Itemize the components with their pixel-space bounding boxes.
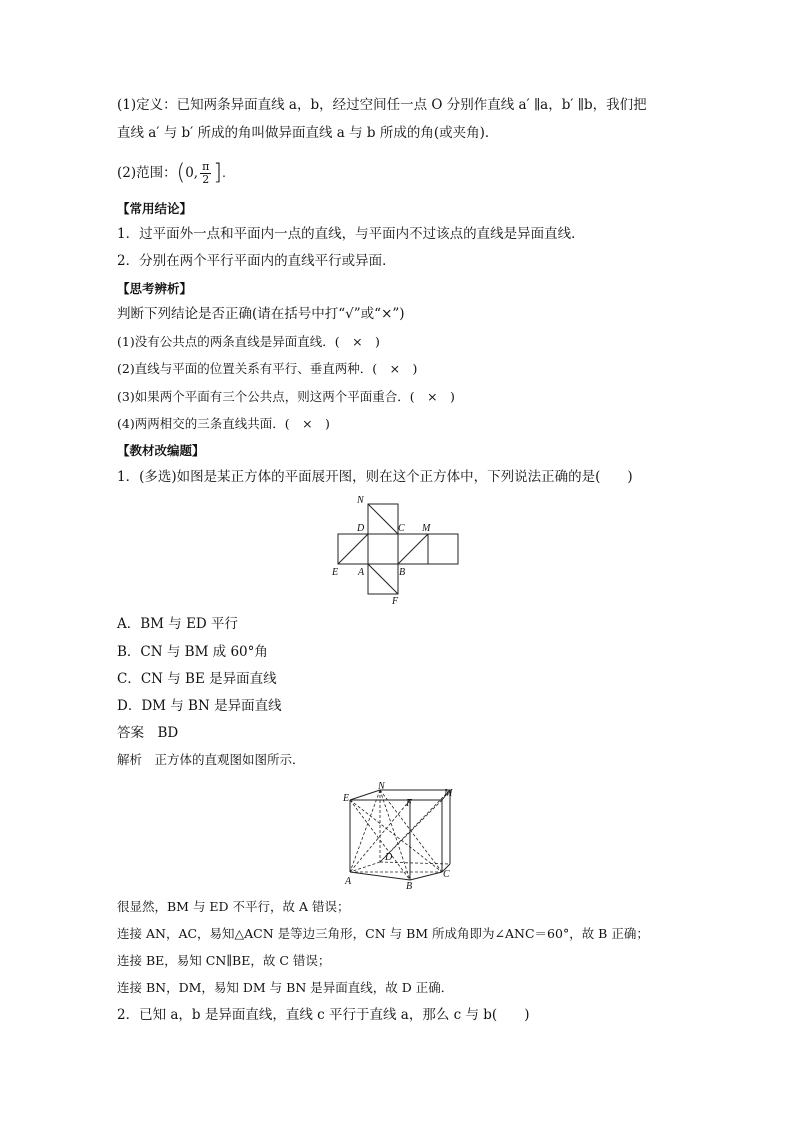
cube-label-M: M [444, 788, 453, 799]
cube-label-A: A [345, 876, 352, 887]
net-label-B: B [399, 567, 406, 578]
range-open-bracket: ( [176, 160, 186, 186]
range-zero: 0, [185, 165, 199, 181]
answer-line: 答案 BD [117, 725, 179, 741]
question-2: 2．已知 a，b 是异面直线，直线 c 平行于直线 a，那么 c 与 b( ) [117, 1007, 530, 1023]
definition-line-2: 直线 a′ 与 b′ 所成的角叫做异面直线 a 与 b 所成的角(或夹角)． [117, 125, 499, 141]
textbook-heading: 【教材改编题】 [117, 443, 205, 458]
net-label-F: F [392, 596, 399, 605]
thinking-item-1: (1)没有公共点的两条直线是异面直线．( × ) [117, 334, 380, 349]
net-label-A: A [358, 567, 365, 578]
net-label-C: C [398, 523, 405, 534]
range-line [117, 158, 226, 189]
analysis-line: 解析 正方体的直观图如图所示． [117, 752, 305, 767]
net-label-M: M [422, 523, 431, 534]
fraction-numerator: π [202, 160, 210, 173]
option-d: D．DM 与 BN 是异面直线 [117, 698, 282, 714]
definition-line-1: (1)定义：已知两条异面直线 a，b，经过空间任一点 O 分别作直线 a′ ∥a，b′ ∥b，我们把 [117, 97, 647, 113]
net-label-E: E [332, 567, 339, 578]
net-label-D: D [357, 523, 365, 534]
option-c: C．CN 与 BE 是异面直线 [117, 671, 277, 687]
cube-label-C: C [443, 869, 450, 880]
cube-label-N: N [378, 781, 385, 792]
cube-label-B: B [406, 881, 413, 890]
thinking-item-2: (2)直线与平面的位置关系有平行、垂直两种．( × ) [117, 361, 418, 376]
cube-label-F: F [406, 798, 413, 809]
conclusions-heading: 【常用结论】 [117, 201, 193, 216]
cube-label-D: D [385, 852, 393, 863]
thinking-item-4: (4)两两相交的三条直线共面．( × ) [117, 416, 330, 431]
conclusion-item-2: 2．分别在两个平行平面内的直线平行或异面． [117, 253, 396, 269]
thinking-heading: 【思考辨析】 [117, 281, 193, 296]
fraction-denominator: 2 [202, 173, 210, 186]
question-1: 1．(多选)如图是某正方体的平面展开图，则在这个正方体中，下列说法正确的是( ) [117, 469, 633, 485]
thinking-intro: 判断下列结论是否正确(请在括号中打“√”或“×”) [117, 306, 405, 322]
option-a: A．BM 与 ED 平行 [117, 616, 239, 632]
cube-perspective-figure [338, 778, 458, 890]
thinking-item-3: (3)如果两个平面有三个公共点，则这两个平面重合．( × ) [117, 389, 455, 404]
conclusion-item-1: 1．过平面外一点和平面内一点的直线，与平面内不过该点的直线是异面直线． [117, 226, 585, 242]
range-close-bracket: ] [213, 160, 222, 186]
pi-over-2-fraction [200, 161, 211, 186]
explanation-line-4: 连接 BN，DM，易知 DM 与 BN 是异面直线，故 D 正确． [117, 980, 454, 995]
range-period: . [221, 165, 226, 180]
explanation-line-3: 连接 BE，易知 CN∥BE，故 C 错误； [117, 953, 331, 968]
option-b: B．CN 与 BM 成 60°角 [117, 644, 268, 660]
explanation-line-2: 连接 AN，AC，易知△ACN 是等边三角形，CN 与 BM 所成角即为∠ANC＝60°，故 B 正确； [117, 926, 649, 941]
cube-label-E: E [343, 793, 350, 804]
net-label-N: N [357, 495, 364, 506]
explanation-line-1: 很显然，BM 与 ED 不平行，故 A 错误； [117, 899, 350, 914]
cube-net-figure [325, 490, 465, 605]
range-label: (2)范围： [117, 165, 177, 181]
